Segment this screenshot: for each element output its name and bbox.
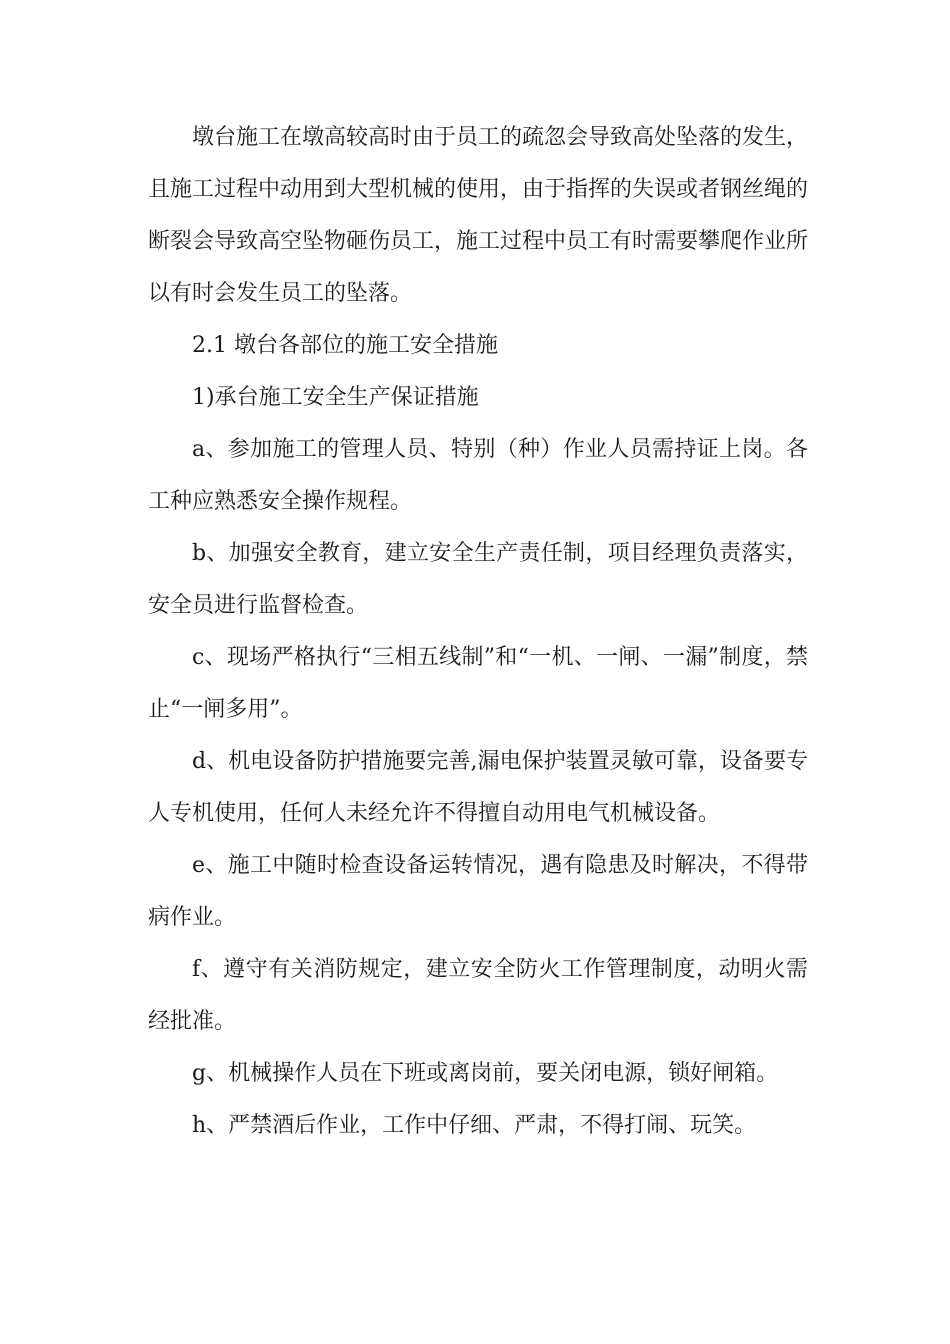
document-body: [148, 112, 808, 1152]
list-item-c: c、现场严格执行“三相五线制”和“一机、一闸、一漏”制度，禁止“一闸多用”。: [148, 645, 808, 722]
list-item-b: b、加强安全教育，建立安全生产责任制，项目经理负责落实，安全员进行监督检查。: [148, 541, 808, 618]
list-item-a: a、参加施工的管理人员、特别（种）作业人员需持证上岗。各工种应熟悉安全操作规程。: [148, 437, 808, 514]
list-item-f: f、遵守有关消防规定，建立安全防火工作管理制度，动明火需经批准。: [148, 957, 808, 1034]
list-item-h: h、严禁酒后作业，工作中仔细、严肃，不得打闹、玩笑。: [192, 1113, 757, 1138]
paragraph-intro: 墩台施工在墩高较高时由于员工的疏忽会导致高处坠落的发生，且施工过程中动用到大型机械的使用，由于指挥的失误或者钢丝绳的断裂会导致高空坠物砸伤员工，施工过程中员工有时需要攀爬作业所以有时会发生员工的坠落。: [148, 125, 809, 306]
subsection-heading: 1)承台施工安全生产保证措施: [192, 385, 479, 410]
list-item-g: g、机械操作人员在下班或离岗前，要关闭电源，锁好闸箱。: [192, 1061, 779, 1086]
list-item-e: e、施工中随时检查设备运转情况，遇有隐患及时解决，不得带病作业。: [148, 853, 808, 930]
list-item-d: d、机电设备防护措施要完善,漏电保护装置灵敏可靠，设备要专人专机使用，任何人未经允许不得擅自动用电气机械设备。: [148, 749, 808, 826]
section-heading: 2.1 墩台各部位的施工安全措施: [192, 333, 498, 358]
